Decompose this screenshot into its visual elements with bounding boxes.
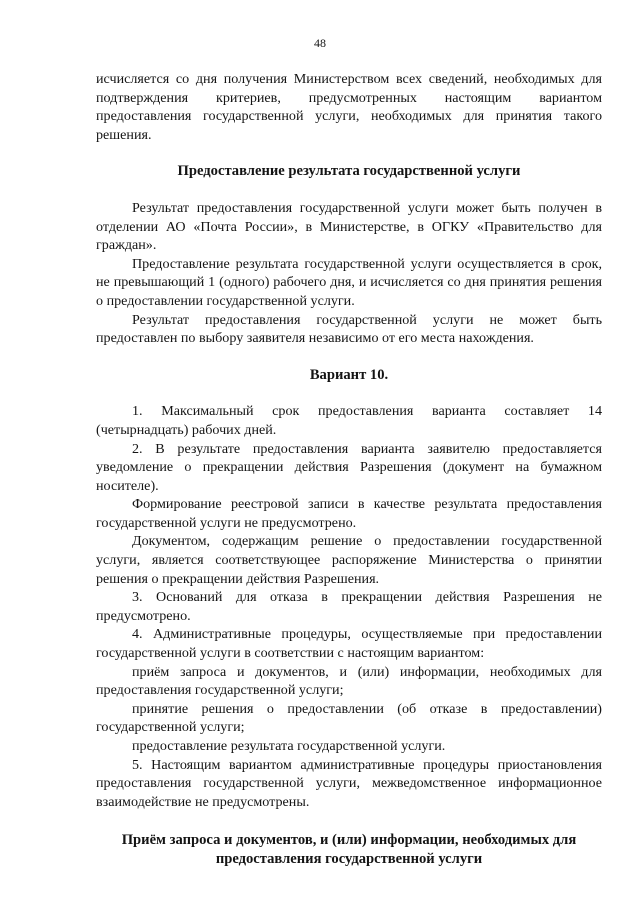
variant-paragraph: 2. В результате предоставления варианта заявителю предоставляется уведомление о прекращении действия Разрешения (документ на бумажном носителе). xyxy=(96,440,602,494)
variant-paragraph: 4. Административные процедуры, осуществляемые при предоставлении государственной услуги в соответствии с настоящим вариантом: xyxy=(96,626,602,662)
procedure-item: принятие решения о предоставлении (об отказе в предоставлении) государственной услуги; xyxy=(96,700,602,736)
procedure-item: приём запроса и документов, и (или) информации, необходимых для предоставления государственной услуги; xyxy=(96,663,602,699)
reception-section-heading xyxy=(96,831,602,868)
intro-paragraph: исчисляется со дня получения Министерством всех сведений, необходимых для подтверждения критериев, предусмотренных настоящим вариантом предоставления государственной услуги, необходимых для принятия такого решения. xyxy=(96,71,602,143)
variant-paragraph: Документом, содержащим решение о предоставлении государственной услуги, является соответствующее распоряжение Министерства о принятии решения о прекращении действия Разрешения. xyxy=(96,533,602,587)
page-number: 48 xyxy=(314,36,326,50)
reception-heading-line: предоставления государственной услуги xyxy=(215,850,483,867)
result-paragraph: Результат предоставления государственной услуги не может быть предоставлен по выбору заявителя независимо от его места нахождения. xyxy=(96,311,602,347)
result-paragraph: Предоставление результата государственной услуги осуществляется в срок, не превышающий 1 (одного) рабочего дня, и исчисляется со дня принятия решения о предоставлении государственной услуги. xyxy=(96,255,602,309)
variant-paragraph: 3. Оснований для отказа в прекращении действия Разрешения не предусмотрено. xyxy=(96,589,602,624)
result-paragraph: Результат предоставления государственной услуги может быть получен в отделении АО «Почта России», в Министерстве, в ОГКУ «Правительство для граждан». xyxy=(96,199,602,254)
variant-heading: Вариант 10. xyxy=(309,366,389,383)
variant-paragraph: 1. Максимальный срок предоставления варианта составляет 14 (четырнадцать) рабочих дней. xyxy=(96,403,602,438)
variant-paragraph: 5. Настоящим вариантом административные процедуры приостановления предоставления государственной услуги, межведомственное информационное взаимодействие не предусмотрены. xyxy=(96,756,602,810)
result-section-heading: Предоставление результата государственной услуги xyxy=(177,163,521,180)
reception-heading-line: Приём запроса и документов, и (или) информации, необходимых для xyxy=(121,832,577,849)
page-content xyxy=(96,70,602,869)
procedure-item: предоставление результата государственной услуги. xyxy=(132,738,446,754)
variant-paragraph: Формирование реестровой записи в качестве результата предоставления государственной услуги не предусмотрено. xyxy=(96,496,602,531)
